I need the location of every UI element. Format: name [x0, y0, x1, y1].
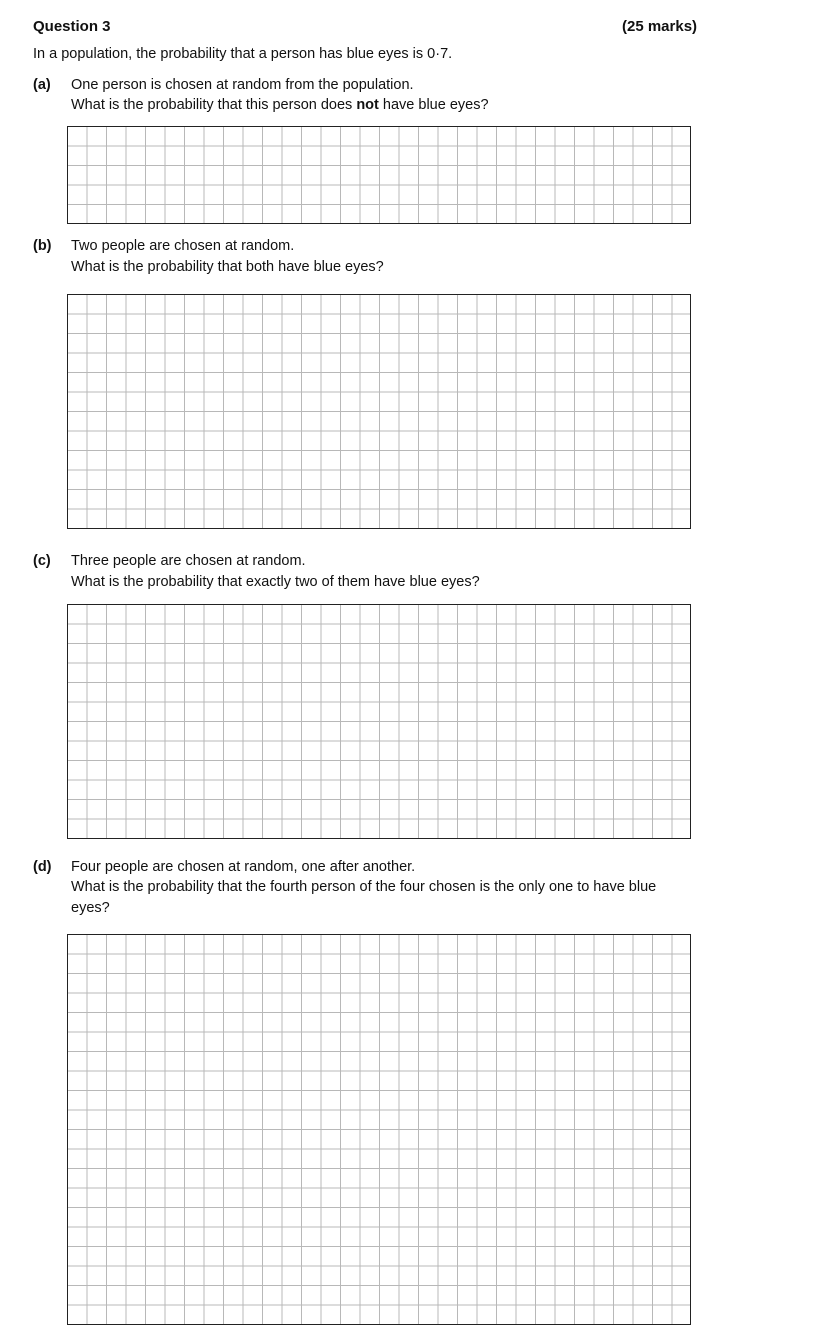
answer-box-d[interactable] — [67, 934, 691, 1325]
answer-box-a[interactable] — [67, 126, 691, 224]
question-marks: (25 marks) — [622, 18, 698, 35]
part-b-line1: Two people are chosen at random. — [71, 238, 295, 254]
part-a-label: (a) — [33, 77, 51, 93]
part-a-line2-before: What is the probability that this person does — [71, 97, 357, 113]
part-a-line2-after: have blue eyes? — [378, 97, 489, 113]
part-d-line3: eyes? — [71, 900, 110, 916]
part-d-line2: What is the probability that the fourth person of the four chosen is the only one to have blue — [71, 879, 657, 895]
part-c-line2: What is the probability that exactly two of them have blue eyes? — [71, 574, 480, 590]
part-b-label: (b) — [33, 238, 52, 254]
part-a-line2-bold: not — [356, 97, 379, 113]
part-b-line2: What is the probability that both have blue eyes? — [71, 259, 384, 275]
part-d-line1: Four people are chosen at random, one after another. — [71, 859, 416, 875]
answer-box-c[interactable] — [67, 604, 691, 839]
part-d-label: (d) — [33, 859, 52, 875]
part-a-line1: One person is chosen at random from the population. — [71, 77, 414, 93]
part-c-label: (c) — [33, 553, 51, 569]
question-intro: In a population, the probability that a person has blue eyes is 0·7. — [33, 46, 453, 62]
question-title: Question 3 — [33, 18, 111, 35]
part-a-line2 — [71, 97, 489, 113]
part-c-line1: Three people are chosen at random. — [71, 553, 306, 569]
answer-box-b[interactable] — [67, 294, 691, 529]
